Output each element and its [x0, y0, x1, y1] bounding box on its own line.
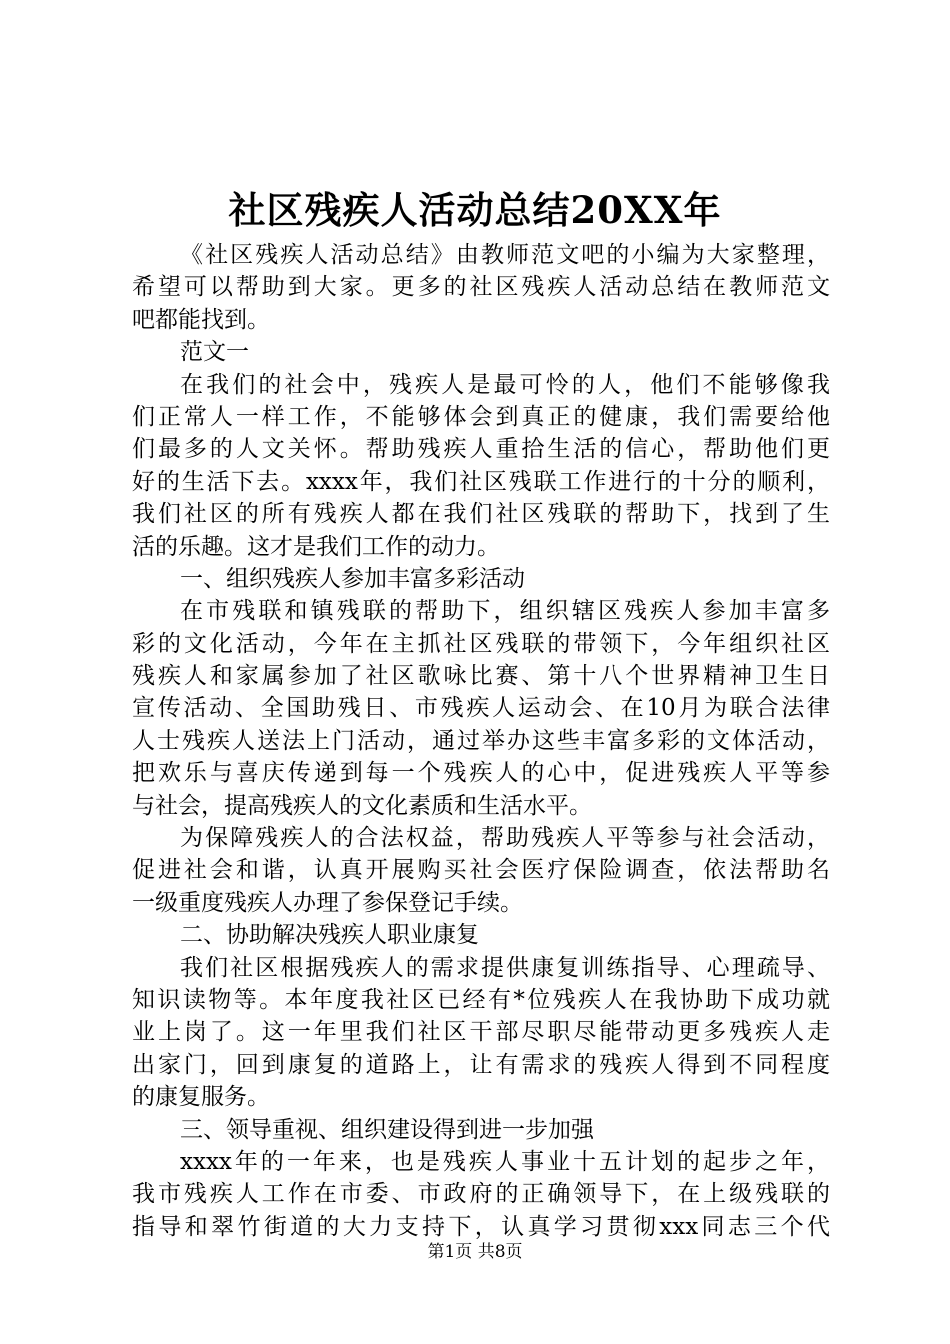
text-line: 指导和翠竹街道的大力支持下，认真学习贯彻xxx同志三个代 — [132, 1213, 830, 1240]
text-line: 在我们的社会中，残疾人是最可怜的人，他们不能够像我 — [180, 371, 830, 398]
text-line: 促进社会和谐，认真开展购买社会医疗保险调查，依法帮助名 — [132, 857, 830, 884]
text-line: 彩的文化活动，今年在主抓社区残联的带领下，今年组织社区 — [132, 630, 830, 657]
text-line: 我们社区的所有残疾人都在我们社区残联的帮助下，找到了生 — [132, 501, 830, 528]
text-line: 们正常人一样工作，不能够体会到真正的健康，我们需要给他 — [132, 403, 830, 430]
text-line: 一级重度残疾人办理了参保登记手续。 — [132, 889, 523, 916]
text-line: 希望可以帮助到大家。更多的社区残疾人活动总结在教师范文 — [132, 274, 830, 301]
text-line: 为保障残疾人的合法权益，帮助残疾人平等参与社会活动， — [180, 825, 830, 852]
text-line: 业上岗了。这一年里我们社区干部尽职尽能带动更多残疾人走 — [132, 1019, 830, 1046]
text-line: 三、领导重视、组织建设得到进一步加强 — [180, 1116, 594, 1143]
text-line: 出家门，回到康复的道路上，让有需求的残疾人得到不同程度 — [132, 1051, 830, 1078]
text-line: 范文一 — [180, 339, 249, 366]
text-line: 宣传活动、全国助残日、市残疾人运动会、在10月为联合法律 — [132, 695, 830, 722]
document-body — [132, 239, 830, 1243]
text-line: 们最多的人文关怀。帮助残疾人重拾生活的信心，帮助他们更 — [132, 436, 830, 463]
text-line: 一、组织残疾人参加丰富多彩活动 — [180, 565, 525, 592]
text-line: 人士残疾人送法上门活动，通过举办这些丰富多彩的文体活动， — [132, 727, 830, 754]
text-line: 把欢乐与喜庆传递到每一个残疾人的心中，促进残疾人平等参 — [132, 760, 830, 787]
text-line: xxxx年的一年来，也是残疾人事业十五计划的起步之年， — [180, 1148, 830, 1175]
text-line: 我们社区根据残疾人的需求提供康复训练指导、心理疏导、 — [180, 954, 830, 981]
text-line: 我市残疾人工作在市委、市政府的正确领导下，在上级残联的 — [132, 1181, 830, 1208]
text-line: 与社会，提高残疾人的文化素质和生活水平。 — [132, 792, 592, 819]
text-line: 《社区残疾人活动总结》由教师范文吧的小编为大家整理， — [180, 242, 830, 268]
text-line: 的康复服务。 — [132, 1084, 270, 1111]
page-footer: 第1页 共8页 — [427, 1242, 523, 1262]
text-line: 残疾人和家属参加了社区歌咏比赛、第十八个世界精神卫生日 — [132, 663, 830, 690]
document-title: 社区残疾人活动总结20XX年 — [228, 188, 722, 232]
text-line: 知识读物等。本年度我社区已经有*位残疾人在我协助下成功就 — [132, 986, 830, 1013]
text-line: 在市残联和镇残联的帮助下，组织辖区残疾人参加丰富多 — [180, 598, 830, 625]
text-line: 二、协助解决残疾人职业康复 — [180, 922, 479, 949]
text-line: 活的乐趣。这才是我们工作的动力。 — [132, 533, 500, 560]
text-line: 好的生活下去。xxxx年，我们社区残联工作进行的十分的顺利， — [132, 468, 830, 495]
text-line: 吧都能找到。 — [132, 306, 270, 333]
